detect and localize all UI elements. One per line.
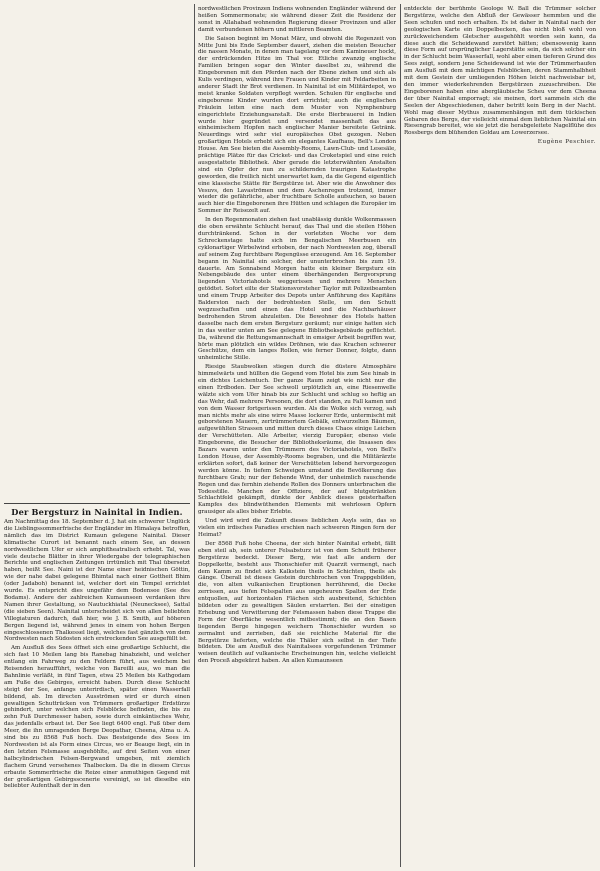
column-right bbox=[404, 6, 596, 867]
column-rule-right bbox=[400, 4, 401, 867]
article-title: Der Bergsturz in Nainital in Indien. bbox=[11, 507, 183, 517]
paragraph: In den Regenmonaten ziehen fast unablässig dunkle Wolkenmassen die oben erwähnte Schlucht herauf, das Thal und die steilen Höhen durchtränkend. Schon in der vorletzten Woche vor dem Schreckenstage hatte sich im Bengalischen Meerbusen ein cyklonartiger Wirbelwind erhoben, der nach Nordwesten zog, überall auf seinem Zug furchtbare Regengüsse erzeugend. Am 16. September begann in Nainital ein solcher, der ununterbrochen bis zum 19. dauerte. Am Sonnabend Morgen hatte ein kleiner Bergsturz ein Nebengebäude des unter einem überhängenden Bergvorsprung liegenden Victoriahotels weggerissen und mehrere Menschen getödtet. Sofort eilte der Stationsvorsteher Taylor mit Polizeibeamten und einem Trupp Arbeiter des Depots unter Anführung des Kapitäns Balderston nach der bedrohtesten Stelle, um den Schutt wegzuschaffen und einen das Hotel und die Nachbarhäuser bedrohenden Strom abzuleiten. Die Bewohner des Hotels hatten dasselbe nach dem ersten Bergsturz geräumt; nur einige hatten sich in das weiter unten am See gelegene Bibliotheksgebäude geflüchtet. Da, während die Rettungsmannschaft in emsiger Arbeit begriffen war, hörte man plötzlich ein wildes Dröhnen, wie das Krachen schwerer Geschütze, dem ein langes Rollen, wie ferner Donner, folgte, dann unheimliche Stille. bbox=[198, 217, 396, 362]
paragraph: Am Nachmittag des 18. September d. J. hat ein schwerer Unglück die Lieblingssommerfrische der Engländer im Himalaya betroffen, nämlich das im District Kumaun gelegene Nainital. Dieser klimatische Curort ist benannt nach einem See, an dessen nordwestlichem Ufer er sich amphitheatralisch erhebt. Tal, was viele deutsche Blätter in ihrer Wiedergabe der telegraphischen Berichte und englischen Zeitungen irrtümlich mit Thal übersetzt haben, heißt See. Naini ist der Name einer heidnischen Göttin, wie der nahe dabei gelegene Bhimtal nach einer Gottheit Bhim (oder Jadaboh) benannt ist, welcher dort ein Tempel errichtet wurde. Es entspricht dies ungefähr dem Bodensee (See des Bodams). Andere der zahlreichen Kumaunseen verdanken ihre Namen ihrer Gestaltung, so Nautuckhiatal (Neunecksee), Sattal (die sieben Seen). Nainital unterscheidet sich von allen beliebten Villegiaturen dadurch, daß hier, wie J. B. Smith, auf höheren Bergen liegend ist, während jenes in einem von hohen Bergen eingeschlossenen Thalkessel liegt, welches fast gänzlich von dem Nordwesten nach Südosten sich erstreckenden See ausgefüllt ist. bbox=[4, 519, 190, 643]
column-left bbox=[4, 6, 190, 867]
paragraph: Der 8568 Fuß hohe Cheena, der sich hinter Nainital erhebt, fällt eben steil ab, sein unterer Felsabsturz ist von dem Schutt früherer Bergstürze bedeckt. Dieser Berg, wie fast alle andern der Doppelkette, besteht aus Thonschiefer mit Quarzit vermengt, nach dem Kamm zu findet sich Kalkstein theils in Schichten, theils als Gänge. Überall ist dieses Gestein durchbrochen von Trappgebilden, die, von alten vulkanischen Eruptionen herrührend, die Decke zerrissen, aus tiefen Felsspalten aus ungeheuren Spalten der Erde entquollen, auf horizontalen Flächen sich ausbreitend, Schichten bildeten oder zu gewaltigen Säulen erstarrten. Bei der einstigen Erhebung und Verwitterung der Felsmassen haben diese Trappe die Form der Oberfläche wesentlich mitbestimmt; die an den Basen liegenden Berge hingegen weichern Thonschiefer wurden so zermalmt und zerrieben, daß sie reichliche Material für die Bergstürze lieferten, welche die Thäler sich selbst in der Tiefe bildeten. Die am Ausfluß des Nainitalsees vorgefundenen Trümmer weisen deutlich auf vulkanische Erscheinungen hin, welche vielleicht den Proceß abgekürzt haben. An allen Kumaunseen bbox=[198, 540, 396, 665]
paragraph: Die Saison beginnt im Monat März, und obwohl die Regenzeit von Mitte Juni bis Ende September dauert, ziehen die meisten Besucher die nassen Monate, in denen man tagelang vor dem Kamineuer hockt, der erdrückenden Hitze im Thal vor. Etliche zwanzig englische Familien bringen sogar den Winter daselbst zu, während die Eingeborenen mit den Pferden nach der Ebene ziehen und sich als Kulis verdingen, während ihre Frauen und Kinder mit Feldarbeiten in anderer Stadt ihr Brot verdienen. In Nainital ist ein Militärdepot, wo meist kranke Soldaten verpflegt werden. Schulen für englische und eingeborene Kinder wurden dort errichtet; auch die englischen Fräulein leiten eine nach dem Muster von Nymphenburg eingerichtete Erziehungsanstalt. Die erste Bierbrauerei in Indien wurde hier gegründet und versendet massenhaft das aus einheimischem Hopfen nach englischer Manier bereitete Getränk. Neuerdings wird sehr viel europäisches Obst gezogen. Neben großartigen Hotels erhebt sich ein elegantes Kaufhaus, Bell's London House. Am See bieten die Assembly-Rooms, Lawn-Club- und Lesesäle, prächtige Plätze für das Cricket- und das Croketspiel und eine reich ausgestattete Bibliothek. Aber gerade die letzterwähnten Anstalten sind ein Opfer der nun zu schildernden traurigen Katastrophe geworden, die freilich nicht unerwartet kam, da die Gegend eigentlich eine klassische Stätte für Bergstürze ist. Aber wie die Anwohner des Vesuvs, den Lavaströmen und dem Aschenregen trotzend, immer wieder die gefährliche, aber fruchtbare Scholle aufsuchen, so bauen auch hier die Eingeborenen ihre Hütten und schlagen die Europäer im Sommer ihr Reisezelt auf. bbox=[198, 35, 396, 215]
paragraph: Am Ausfluß des Sees öffnet sich eine großartige Schlucht, die sich fast 10 Meilen lang bis Ranebag hinabzieht, und welcher entlang ein Fahrweg zu den Feldern führt, aus welchem bei Reisenden heraufführt, welche von Bareilli aus, wo man die Bahnlinie verläßt, in fünf Tagen, etwa 25 Meilen bis Kathgodam am Fuße des Gebirges, erreicht haben. Durch diese Schlucht steigt der See, anfangs unterirdisch, später einen Wasserfall bildend, ab. Im directen Ausströmen wird er durch einen gewaltigen Schuttrücken von Trümmern großartiger Erdstürze gehindert, unter welchen sich Felsblöcke befinden, die bis zu zehn Fuß Durchmesser haben, sowie durch einkäntisches Wehr, das jedenfalls erbaut ist. Der See liegt 6400 engl. Fuß über dem Meer, die ihn umragenden Berge Deopathar, Cheena, Alma u. A. sind bis zu 8568 Fuß hoch. Das Besteigende des Sees im Nordwesten ist als Form eines Circus, wo er Beauge liegt, ein in den letzten Felsmasse ausgehöhlte, auf drei Seiten von einer halbcylindrischen Felsen-Bergwand umgeben, mit ziemlich flachem Grund versehenes Thalbecken. Da die in diesem Circus erbaute Sommerfrische die Reize einer anmuthigen Gegend mit der großartigen Gebirgsscenerie vereinigt, so ist dieselbe ein beliebter Aufenthalt der in den bbox=[4, 645, 190, 790]
paragraph: entdeckte der berühmte Geologe W. Ball die Trümmer solcher Bergstürze, welche den Abfluß der Gewässer hemmten und die Seen schufen und noch erhalten. Es ist daher in Nainital nach der geologischen Karte ein Doppelbecken, das nicht bloß wohl von zurückweichendem Gletscher ausgehöhlt worden sein kann, da diese auch die Scheidewand zerstört hätten; ebensowenig kann diese Form auf ursprünglicher Lagerstätte sein, da sich solcher ein in der Schlucht beim Wasserfall, wohl aber einen tieferen Grund des Sees zeigt, sondern jene Scheidewand ist wie der Trümmerhaufen am Ausfluß mit dem mächtigen Felsblöcken, deren Stammhalbheit mit dem Gestein der umliegenden Höhen leicht nachweisbar ist, den immer wiederkehrenden Bergstürzen zuzuschreiben. Die Eingeborenen haben eine abergläubische Scheu vor dem Cheena der über Nainital emporragt; sie meinen, dort sammeln sich die Seelen der Abgeschiedenen, daher betritt kein Berg in der Nacht. Wohl mag dieser Mythus zusammenhängen mit dem tückischen Gebaren des Bergs, der vielleicht einmal dem lieblichen Nainital ein Riesengrab bereitet, wie sie jetzt die herabgeleitete Nagelflühe des Rossbergs dem blühenden Goldau am Lowerzersee. bbox=[404, 6, 596, 137]
author-signature: Eugène Peschier. bbox=[537, 139, 596, 146]
column-middle bbox=[198, 6, 396, 867]
column-left-blank-area bbox=[4, 6, 190, 503]
article-top-rule bbox=[4, 503, 190, 504]
paragraph: Riesige Staubwolken stiegen durch die düstere Atmosphäre himmelwärts und hüllten die Gegend vom Hotel bis zum See hinab in ein dichtes Leichentuch. Der ganze Raum zeigt wie nicht nur die einen Erdboden. Der See schwoll urplötzlich an, eine Riesenwelle wälzte sich vom Ufer hinab bis zur Schlucht und schlug so heftig an das Wehr, daß mehrere Personen, die dort standen, zu Fall kamen und von dem Wasser fortgerissen wurden. Als die Wolke sich verzog, sah man nichts mehr als eine wirre Masse lockerer Erde, untermischt mit geborstenen Mauern, zertrümmertem Gebälk, entwurzelten Bäumen, aufgewühlten Strassen und mitten durch dieses Chaos einige Leichen der Verschütteten. Alle Arbeiter, vierzig Europäer, ebenso viele Eingeborene, die Besucher der Bibliotheksräume, die Insassen des Bazars waren unter den Trümmern des Victoriahotels, von Bell's London House, der Assembly-Rooms begraben, und die Militärärzte erklärten sofort, daß keiner der Verschütteten lebend hervorgezogen werden könne. In tiefem Schweigen umstand die Bevölkerung das furchtbare Grab; nur der flehende Wind, der unheimlich rauschende Regen und das fernhin ziehende Rollen des Donners unterbrachen die Todesstille. Manchen der Offiziere, der auf blutgetränkten Schlachtfeld gekämpft, dünkte der Anblick dieses geisterhaften Kampfes des blindwüthenden Elements mit wehrlosen Opfern grausiger als alles bisher Erlebte. bbox=[198, 364, 396, 516]
paragraph: nordwestlichen Provinzen Indiens wohnenden Engländer während der heißen Sommermonate; sie während dieser Zeit die Residenz der sonst in Allahabad wohnenden Regierung dieser Provinzen und aller damit verbundenen höhern und mittleren Beamten. bbox=[198, 6, 396, 33]
column-rule-left bbox=[194, 4, 195, 867]
paragraph: Und wird wird die Zukunft dieses lieblichen Asyls sein, das so vielen ein irdisches Paradies erschien nach schweren Ringen fern der Heimat? bbox=[198, 518, 396, 538]
